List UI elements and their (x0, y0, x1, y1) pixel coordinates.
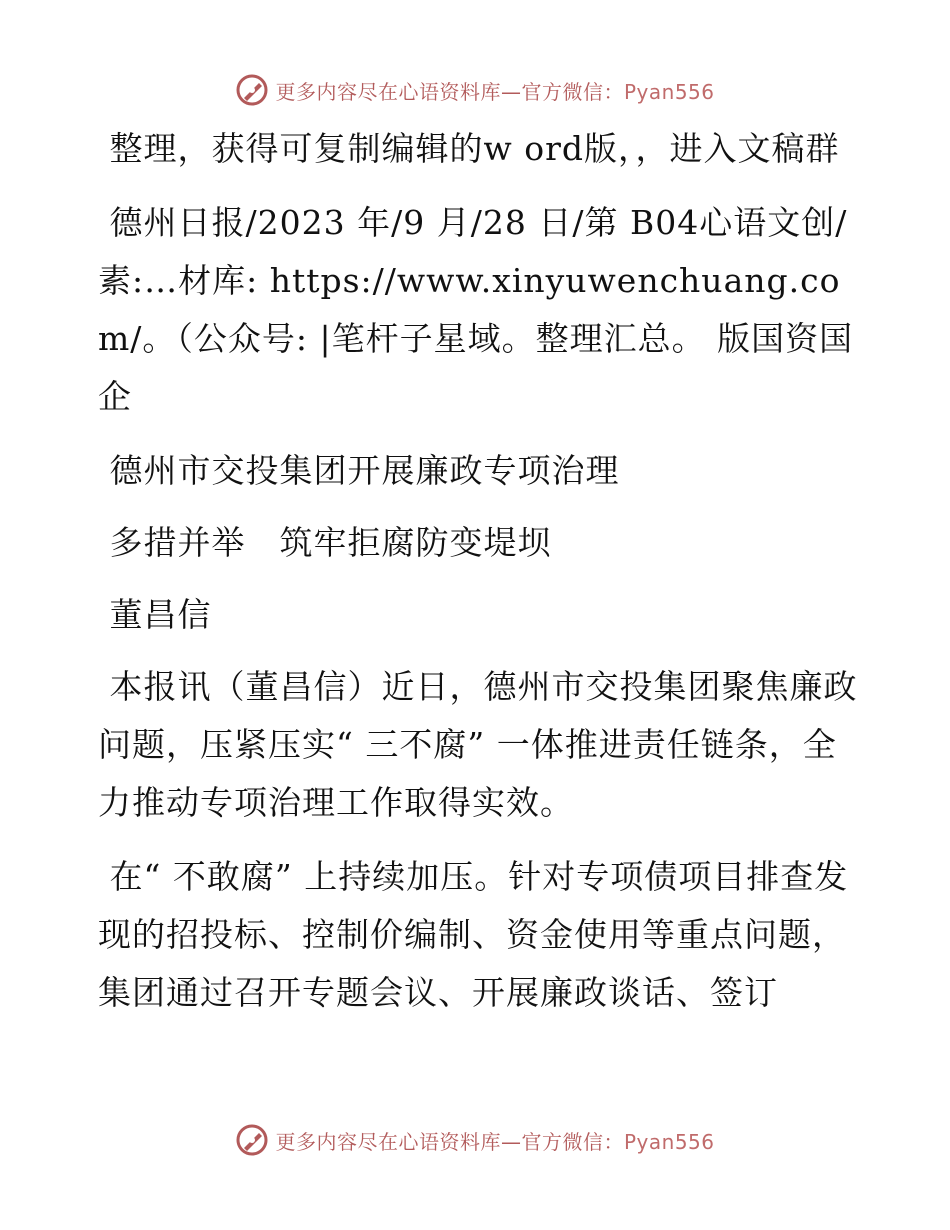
pen-circle-icon (235, 1123, 269, 1157)
header-banner (0, 70, 950, 110)
pen-circle-icon (235, 73, 269, 107)
header-banner-text: 更多内容尽在心语资料库—官方微信：Pyan556 (275, 79, 715, 104)
paragraph-intro: 整理，获得可复制编辑的w ord版，，进入文稿群 (109, 129, 840, 168)
paragraph-lead: 本报讯（董昌信）近日，德州市交投集团聚焦廉政问题，压紧压实“ 三不腐” 一体推进责任链条，全力推动专项治理工作取得实效。 (98, 667, 858, 822)
article-author: 董昌信 (109, 595, 212, 634)
footer-banner (0, 1120, 950, 1160)
footer-banner-text: 更多内容尽在心语资料库—官方微信：Pyan556 (275, 1129, 715, 1154)
paragraph-body: 在“ 不敢腐” 上持续加压。针对专项债项目排查发现的招投标、控制价编制、资金使用等重点问题，集团通过召开专题会议、开展廉政谈话、签订 (98, 857, 849, 1012)
paragraph-source: 德州日报/2023 年/9 月/28 日/第 B04心语文创/素:…材库: https://www.xinyuwenchuang.com/。（公众号: |笔杆子星域。整理汇总。 版国资国企 (98, 203, 854, 416)
article-subtitle: 多措并举 筑牢拒腐防变堤坝 (109, 523, 552, 562)
document-body (98, 120, 858, 1038)
article-title: 德州市交投集团开展廉政专项治理 (109, 451, 620, 490)
